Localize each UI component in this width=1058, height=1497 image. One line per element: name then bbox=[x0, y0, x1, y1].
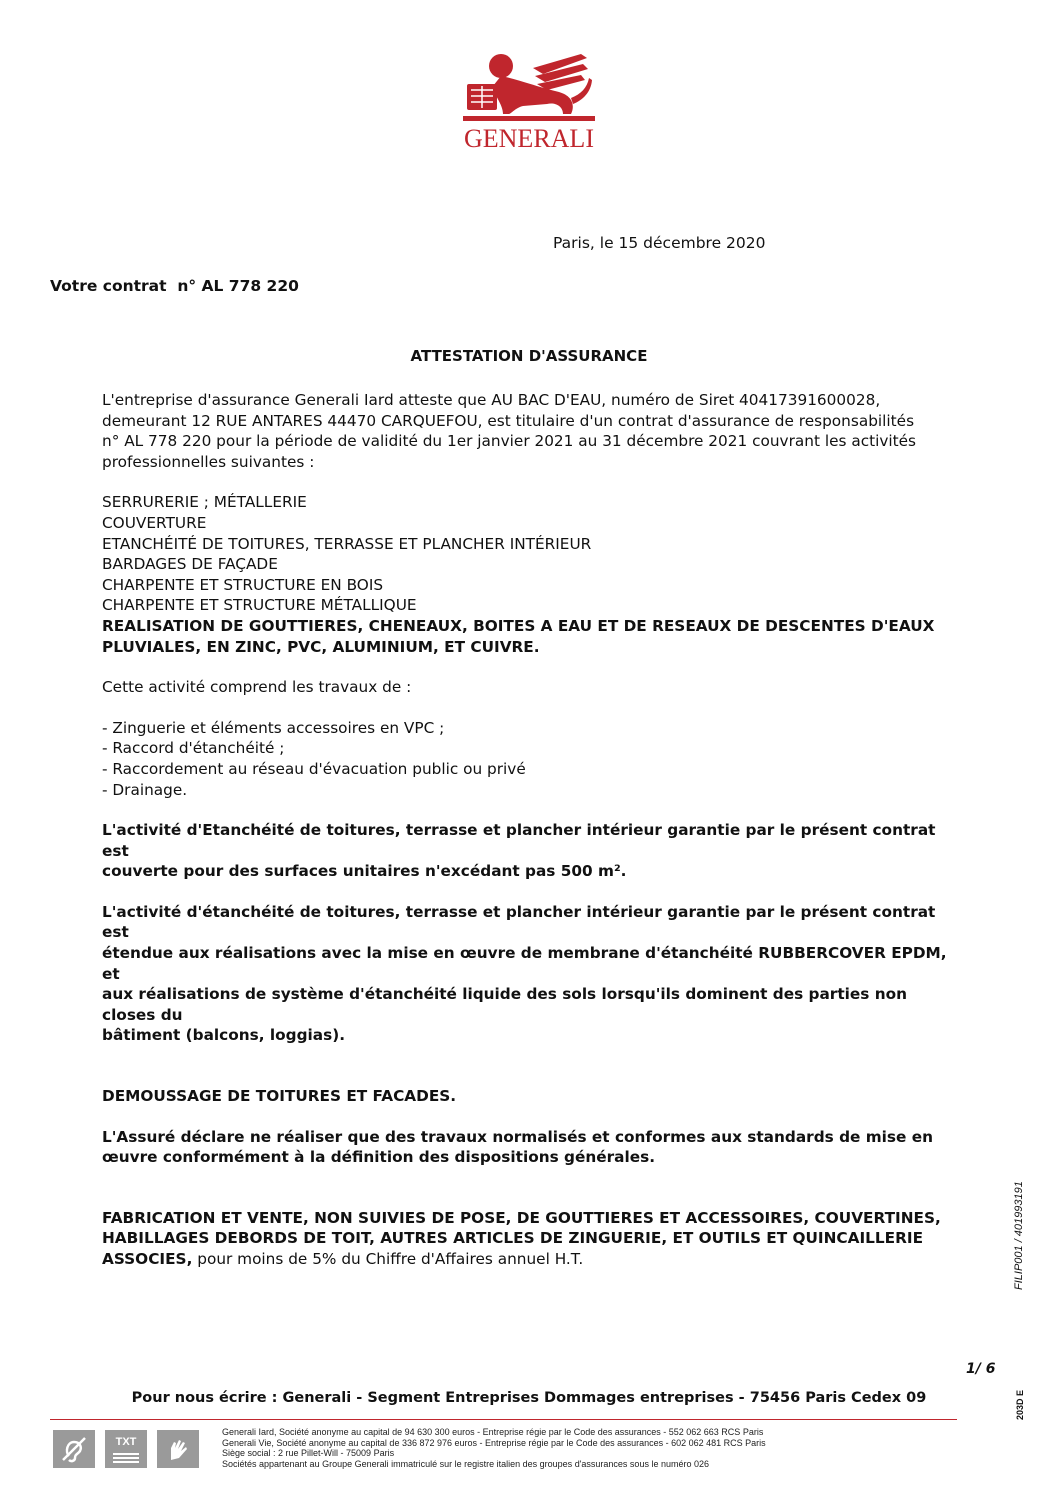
activity-item: COUVERTURE bbox=[102, 513, 207, 532]
brand-wordmark: GENERALI bbox=[464, 124, 594, 153]
text-line: L'entreprise d'assurance Generali Iard atteste que AU BAC D'EAU, numéro de Siret 40417391600028, bbox=[102, 391, 881, 409]
hearing-impaired-icon bbox=[53, 1430, 95, 1468]
sign-language-icon bbox=[157, 1430, 199, 1468]
fabrication-paragraph bbox=[102, 1208, 962, 1270]
activity-item: BARDAGES DE FAÇADE bbox=[102, 555, 278, 574]
document-reference-code: FILIP001 / 401993191 bbox=[1013, 1181, 1025, 1290]
surface-paragraph bbox=[102, 820, 962, 882]
generali-logo bbox=[463, 48, 595, 158]
activity-item: CHARPENTE ET STRUCTURE MÉTALLIQUE bbox=[102, 596, 417, 615]
date-line: Paris, le 15 décembre 2020 bbox=[553, 234, 766, 252]
legal-line: Sociétés appartenant au Groupe Generali immatriculé sur le registre italien des groupes d'assurances sous le numéro 026 bbox=[222, 1458, 709, 1469]
legal-notice bbox=[222, 1427, 766, 1469]
accessibility-icons bbox=[53, 1430, 199, 1468]
legal-line: Generali Iard, Société anonyme au capital de 94 630 300 euros - Entreprise régie par le Code des assurances - 552 062 663 RCS Paris bbox=[222, 1427, 764, 1437]
footer-divider bbox=[50, 1419, 957, 1420]
form-code: 203D E bbox=[1015, 1389, 1025, 1420]
work-item: - Zinguerie et éléments accessoires en VPC ; bbox=[102, 718, 445, 737]
text-line: couverte pour des surfaces unitaires n'excédant pas 500 m². bbox=[102, 862, 627, 881]
legal-line: Siège social : 2 rue Pillet-Will - 75009 Paris bbox=[222, 1448, 395, 1458]
legal-line: Generali Vie, Société anonyme au capital de 336 872 976 euros - Entreprise régie par le Code des assurances - 602 062 481 RCS Paris bbox=[222, 1437, 766, 1448]
standards-paragraph bbox=[102, 1127, 962, 1168]
lion-emblem-icon bbox=[463, 48, 595, 124]
activity-item-bold: PLUVIALES, EN ZINC, PVC, ALUMINIUM, ET CUIVRE. bbox=[102, 637, 540, 656]
demoussage-line: DEMOUSSAGE DE TOITURES ET FACADES. bbox=[102, 1087, 457, 1106]
text-line: professionnelles suivantes : bbox=[102, 452, 315, 471]
attestation-body bbox=[102, 390, 962, 1270]
work-item: - Drainage. bbox=[102, 780, 188, 799]
footer-contact: Pour nous écrire : Generali - Segment Entreprises Dommages entreprises - 75456 Paris Cedex 09 bbox=[131, 1390, 927, 1406]
text-line: L'Assuré déclare ne réaliser que des travaux normalisés et conformes aux standards de mise en bbox=[102, 1127, 933, 1146]
text-fragment: pour moins de 5% du Chiffre d'Affaires annuel H.T. bbox=[192, 1250, 584, 1268]
text-line: demeurant 12 RUE ANTARES 44470 CARQUEFOU, est titulaire d'un contrat d'assurance de responsabilités bbox=[102, 411, 915, 430]
text-line: L'activité d'Etanchéité de toitures, terrasse et plancher intérieur garantie par le présent contrat est bbox=[102, 821, 936, 860]
work-item: - Raccordement au réseau d'évacuation public ou privé bbox=[102, 759, 526, 778]
activity-item-bold: REALISATION DE GOUTTIERES, CHENEAUX, BOITES A EAU ET DE RESEAUX DE DESCENTES D'EAUX bbox=[102, 616, 935, 635]
page-number: 1/ 6 bbox=[966, 1361, 996, 1377]
text-line: aux réalisations de système d'étanchéité liquide des sols lorsqu'ils dominent des parties non closes du bbox=[102, 985, 907, 1024]
text-format-icon bbox=[105, 1430, 147, 1468]
page-title: ATTESTATION D'ASSURANCE bbox=[410, 347, 648, 365]
text-line: L'activité d'étanchéité de toitures, terrasse et plancher intérieur garantie par le présent contrat est bbox=[102, 902, 936, 942]
text-line: œuvre conformément à la définition des dispositions générales. bbox=[102, 1148, 656, 1167]
text-fragment-bold: ASSOCIES, bbox=[102, 1250, 193, 1268]
activity-item: ETANCHÉITÉ DE TOITURES, TERRASSE ET PLANCHER INTÉRIEUR bbox=[102, 534, 592, 553]
activity-item: CHARPENTE ET STRUCTURE EN BOIS bbox=[102, 575, 384, 594]
text-line: étendue aux réalisations avec la mise en œuvre de membrane d'étanchéité RUBBERCOVER EPDM, et bbox=[102, 944, 947, 983]
activity-item: SERRURERIE ; MÉTALLERIE bbox=[102, 493, 307, 512]
work-item: - Raccord d'étanchéité ; bbox=[102, 739, 285, 758]
activities-list bbox=[102, 492, 962, 657]
extension-paragraph bbox=[102, 902, 962, 1046]
text-line: bâtiment (balcons, loggias). bbox=[102, 1026, 346, 1045]
text-line: HABILLAGES DEBORDS DE TOIT, AUTRES ARTICLES DE ZINGUERIE, ET OUTILS ET QUINCAILLERIE bbox=[102, 1229, 924, 1248]
txt-label: TXT bbox=[115, 1435, 137, 1448]
contract-number: Votre contrat n° AL 778 220 bbox=[50, 277, 299, 295]
includes-intro: Cette activité comprend les travaux de : bbox=[102, 678, 412, 697]
text-line: FABRICATION ET VENTE, NON SUIVIES DE POSE, DE GOUTTIERES ET ACCESSOIRES, COUVERTINES, bbox=[102, 1208, 941, 1227]
works-list bbox=[102, 718, 962, 800]
intro-paragraph bbox=[102, 390, 962, 472]
text-line: n° AL 778 220 pour la période de validité du 1er janvier 2021 au 31 décembre 2021 couvrant les activités bbox=[102, 432, 917, 451]
